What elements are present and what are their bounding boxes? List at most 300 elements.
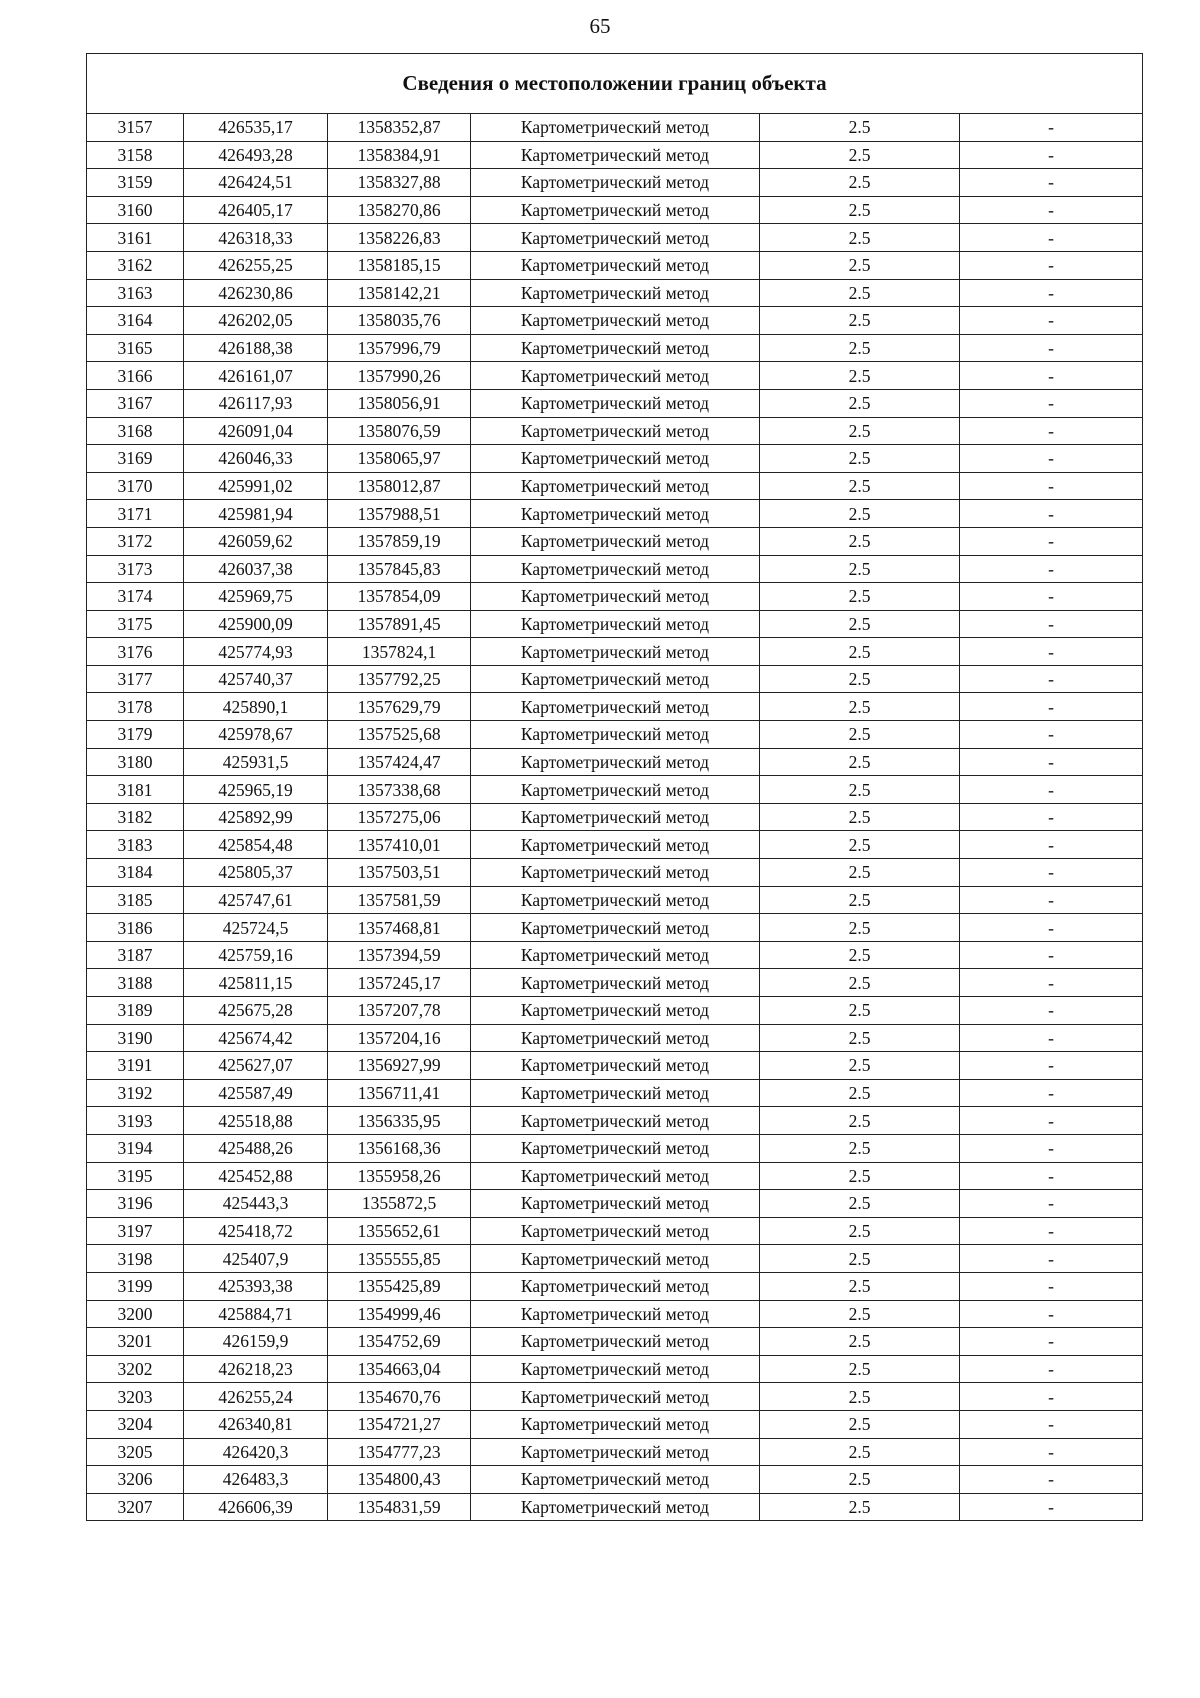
y-coordinate-cell: 1357204,16 <box>328 1024 471 1052</box>
point-number-cell: 3168 <box>87 417 184 445</box>
x-coordinate-cell: 426117,93 <box>184 389 328 417</box>
y-coordinate-cell: 1356335,95 <box>328 1107 471 1135</box>
point-number-cell: 3186 <box>87 914 184 942</box>
accuracy-cell: 2.5 <box>760 472 960 500</box>
accuracy-cell: 2.5 <box>760 1217 960 1245</box>
point-number-cell: 3177 <box>87 665 184 693</box>
description-cell: - <box>960 1134 1143 1162</box>
y-coordinate-cell: 1357581,59 <box>328 886 471 914</box>
accuracy-cell: 2.5 <box>760 941 960 969</box>
description-cell: - <box>960 1190 1143 1218</box>
x-coordinate-cell: 425978,67 <box>184 721 328 749</box>
y-coordinate-cell: 1357845,83 <box>328 555 471 583</box>
table-row <box>87 610 1143 638</box>
table-row <box>87 638 1143 666</box>
method-cell: Картометрический метод <box>471 638 760 666</box>
y-coordinate-cell: 1357245,17 <box>328 969 471 997</box>
table-row <box>87 307 1143 335</box>
table-row <box>87 445 1143 473</box>
x-coordinate-cell: 426091,04 <box>184 417 328 445</box>
accuracy-cell: 2.5 <box>760 803 960 831</box>
accuracy-cell: 2.5 <box>760 1466 960 1494</box>
table-row <box>87 362 1143 390</box>
point-number-cell: 3201 <box>87 1328 184 1356</box>
method-cell: Картометрический метод <box>471 1134 760 1162</box>
description-cell: - <box>960 610 1143 638</box>
accuracy-cell: 2.5 <box>760 224 960 252</box>
accuracy-cell: 2.5 <box>760 1438 960 1466</box>
y-coordinate-cell: 1358384,91 <box>328 141 471 169</box>
method-cell: Картометрический метод <box>471 169 760 197</box>
description-cell: - <box>960 196 1143 224</box>
point-number-cell: 3189 <box>87 997 184 1025</box>
method-cell: Картометрический метод <box>471 665 760 693</box>
point-number-cell: 3206 <box>87 1466 184 1494</box>
table-caption: Сведения о местоположении границ объекта <box>87 54 1143 114</box>
x-coordinate-cell: 426424,51 <box>184 169 328 197</box>
description-cell: - <box>960 141 1143 169</box>
y-coordinate-cell: 1356711,41 <box>328 1079 471 1107</box>
description-cell: - <box>960 1466 1143 1494</box>
x-coordinate-cell: 425488,26 <box>184 1134 328 1162</box>
description-cell: - <box>960 114 1143 142</box>
description-cell: - <box>960 1355 1143 1383</box>
point-number-cell: 3160 <box>87 196 184 224</box>
x-coordinate-cell: 425931,5 <box>184 748 328 776</box>
table-row <box>87 1052 1143 1080</box>
y-coordinate-cell: 1357207,78 <box>328 997 471 1025</box>
description-cell: - <box>960 997 1143 1025</box>
x-coordinate-cell: 426493,28 <box>184 141 328 169</box>
point-number-cell: 3191 <box>87 1052 184 1080</box>
accuracy-cell: 2.5 <box>760 693 960 721</box>
y-coordinate-cell: 1354663,04 <box>328 1355 471 1383</box>
y-coordinate-cell: 1354831,59 <box>328 1493 471 1521</box>
y-coordinate-cell: 1357394,59 <box>328 941 471 969</box>
x-coordinate-cell: 425627,07 <box>184 1052 328 1080</box>
x-coordinate-cell: 425724,5 <box>184 914 328 942</box>
description-cell: - <box>960 527 1143 555</box>
description-cell: - <box>960 555 1143 583</box>
method-cell: Картометрический метод <box>471 224 760 252</box>
y-coordinate-cell: 1354752,69 <box>328 1328 471 1356</box>
point-number-cell: 3164 <box>87 307 184 335</box>
point-number-cell: 3204 <box>87 1410 184 1438</box>
description-cell: - <box>960 1383 1143 1411</box>
description-cell: - <box>960 721 1143 749</box>
description-cell: - <box>960 417 1143 445</box>
method-cell: Картометрический метод <box>471 886 760 914</box>
method-cell: Картометрический метод <box>471 196 760 224</box>
table-row <box>87 224 1143 252</box>
point-number-cell: 3159 <box>87 169 184 197</box>
method-cell: Картометрический метод <box>471 1107 760 1135</box>
x-coordinate-cell: 425805,37 <box>184 859 328 887</box>
description-cell: - <box>960 500 1143 528</box>
method-cell: Картометрический метод <box>471 1383 760 1411</box>
table-row <box>87 389 1143 417</box>
method-cell: Картометрический метод <box>471 941 760 969</box>
table-row <box>87 251 1143 279</box>
table-row <box>87 1107 1143 1135</box>
y-coordinate-cell: 1355958,26 <box>328 1162 471 1190</box>
accuracy-cell: 2.5 <box>760 500 960 528</box>
y-coordinate-cell: 1355555,85 <box>328 1245 471 1273</box>
description-cell: - <box>960 307 1143 335</box>
accuracy-cell: 2.5 <box>760 1410 960 1438</box>
table-row <box>87 1024 1143 1052</box>
accuracy-cell: 2.5 <box>760 389 960 417</box>
x-coordinate-cell: 425418,72 <box>184 1217 328 1245</box>
description-cell: - <box>960 1245 1143 1273</box>
point-number-cell: 3192 <box>87 1079 184 1107</box>
table-row <box>87 141 1143 169</box>
accuracy-cell: 2.5 <box>760 307 960 335</box>
table-row <box>87 831 1143 859</box>
table-row <box>87 1300 1143 1328</box>
method-cell: Картометрический метод <box>471 1162 760 1190</box>
x-coordinate-cell: 425393,38 <box>184 1272 328 1300</box>
x-coordinate-cell: 425518,88 <box>184 1107 328 1135</box>
x-coordinate-cell: 425452,88 <box>184 1162 328 1190</box>
description-cell: - <box>960 1493 1143 1521</box>
y-coordinate-cell: 1358012,87 <box>328 472 471 500</box>
table-row <box>87 1245 1143 1273</box>
x-coordinate-cell: 426159,9 <box>184 1328 328 1356</box>
x-coordinate-cell: 425854,48 <box>184 831 328 859</box>
description-cell: - <box>960 1024 1143 1052</box>
y-coordinate-cell: 1357996,79 <box>328 334 471 362</box>
table-row <box>87 417 1143 445</box>
description-cell: - <box>960 224 1143 252</box>
method-cell: Картометрический метод <box>471 251 760 279</box>
point-number-cell: 3184 <box>87 859 184 887</box>
method-cell: Картометрический метод <box>471 748 760 776</box>
description-cell: - <box>960 886 1143 914</box>
accuracy-cell: 2.5 <box>760 748 960 776</box>
method-cell: Картометрический метод <box>471 693 760 721</box>
point-number-cell: 3194 <box>87 1134 184 1162</box>
x-coordinate-cell: 426046,33 <box>184 445 328 473</box>
method-cell: Картометрический метод <box>471 1438 760 1466</box>
x-coordinate-cell: 426255,25 <box>184 251 328 279</box>
accuracy-cell: 2.5 <box>760 251 960 279</box>
table-row <box>87 583 1143 611</box>
description-cell: - <box>960 776 1143 804</box>
y-coordinate-cell: 1357503,51 <box>328 859 471 887</box>
point-number-cell: 3157 <box>87 114 184 142</box>
y-coordinate-cell: 1354777,23 <box>328 1438 471 1466</box>
table-row <box>87 114 1143 142</box>
y-coordinate-cell: 1355652,61 <box>328 1217 471 1245</box>
accuracy-cell: 2.5 <box>760 886 960 914</box>
point-number-cell: 3169 <box>87 445 184 473</box>
y-coordinate-cell: 1354721,27 <box>328 1410 471 1438</box>
x-coordinate-cell: 426483,3 <box>184 1466 328 1494</box>
x-coordinate-cell: 426202,05 <box>184 307 328 335</box>
method-cell: Картометрический метод <box>471 997 760 1025</box>
y-coordinate-cell: 1357792,25 <box>328 665 471 693</box>
y-coordinate-cell: 1355872,5 <box>328 1190 471 1218</box>
point-number-cell: 3190 <box>87 1024 184 1052</box>
x-coordinate-cell: 426318,33 <box>184 224 328 252</box>
x-coordinate-cell: 425900,09 <box>184 610 328 638</box>
point-number-cell: 3171 <box>87 500 184 528</box>
y-coordinate-cell: 1357275,06 <box>328 803 471 831</box>
description-cell: - <box>960 914 1143 942</box>
method-cell: Картометрический метод <box>471 555 760 583</box>
method-cell: Картометрический метод <box>471 1328 760 1356</box>
y-coordinate-cell: 1358270,86 <box>328 196 471 224</box>
table-row <box>87 1410 1143 1438</box>
description-cell: - <box>960 1079 1143 1107</box>
method-cell: Картометрический метод <box>471 1466 760 1494</box>
method-cell: Картометрический метод <box>471 417 760 445</box>
point-number-cell: 3197 <box>87 1217 184 1245</box>
page-number: 65 <box>589 14 611 38</box>
method-cell: Картометрический метод <box>471 831 760 859</box>
x-coordinate-cell: 426037,38 <box>184 555 328 583</box>
method-cell: Картометрический метод <box>471 500 760 528</box>
method-cell: Картометрический метод <box>471 1052 760 1080</box>
method-cell: Картометрический метод <box>471 1079 760 1107</box>
method-cell: Картометрический метод <box>471 445 760 473</box>
point-number-cell: 3198 <box>87 1245 184 1273</box>
y-coordinate-cell: 1358185,15 <box>328 251 471 279</box>
accuracy-cell: 2.5 <box>760 831 960 859</box>
description-cell: - <box>960 665 1143 693</box>
accuracy-cell: 2.5 <box>760 914 960 942</box>
method-cell: Картометрический метод <box>471 1245 760 1273</box>
y-coordinate-cell: 1358142,21 <box>328 279 471 307</box>
x-coordinate-cell: 425740,37 <box>184 665 328 693</box>
description-cell: - <box>960 831 1143 859</box>
point-number-cell: 3161 <box>87 224 184 252</box>
y-coordinate-cell: 1358352,87 <box>328 114 471 142</box>
accuracy-cell: 2.5 <box>760 1079 960 1107</box>
table-row <box>87 1328 1143 1356</box>
table-row <box>87 941 1143 969</box>
method-cell: Картометрический метод <box>471 610 760 638</box>
y-coordinate-cell: 1358065,97 <box>328 445 471 473</box>
description-cell: - <box>960 1052 1143 1080</box>
accuracy-cell: 2.5 <box>760 1245 960 1273</box>
description-cell: - <box>960 279 1143 307</box>
y-coordinate-cell: 1357629,79 <box>328 693 471 721</box>
accuracy-cell: 2.5 <box>760 445 960 473</box>
y-coordinate-cell: 1357891,45 <box>328 610 471 638</box>
x-coordinate-cell: 425811,15 <box>184 969 328 997</box>
point-number-cell: 3203 <box>87 1383 184 1411</box>
x-coordinate-cell: 425884,71 <box>184 1300 328 1328</box>
method-cell: Картометрический метод <box>471 279 760 307</box>
y-coordinate-cell: 1357854,09 <box>328 583 471 611</box>
point-number-cell: 3205 <box>87 1438 184 1466</box>
table-row <box>87 1162 1143 1190</box>
table-row <box>87 914 1143 942</box>
point-number-cell: 3181 <box>87 776 184 804</box>
description-cell: - <box>960 1107 1143 1135</box>
method-cell: Картометрический метод <box>471 776 760 804</box>
method-cell: Картометрический метод <box>471 1355 760 1383</box>
x-coordinate-cell: 425965,19 <box>184 776 328 804</box>
x-coordinate-cell: 426255,24 <box>184 1383 328 1411</box>
method-cell: Картометрический метод <box>471 1493 760 1521</box>
x-coordinate-cell: 426188,38 <box>184 334 328 362</box>
method-cell: Картометрический метод <box>471 389 760 417</box>
table-row <box>87 527 1143 555</box>
accuracy-cell: 2.5 <box>760 279 960 307</box>
accuracy-cell: 2.5 <box>760 1107 960 1135</box>
y-coordinate-cell: 1356168,36 <box>328 1134 471 1162</box>
method-cell: Картометрический метод <box>471 1300 760 1328</box>
description-cell: - <box>960 251 1143 279</box>
y-coordinate-cell: 1354670,76 <box>328 1383 471 1411</box>
x-coordinate-cell: 425407,9 <box>184 1245 328 1273</box>
accuracy-cell: 2.5 <box>760 417 960 445</box>
table-row <box>87 472 1143 500</box>
accuracy-cell: 2.5 <box>760 1134 960 1162</box>
accuracy-cell: 2.5 <box>760 1052 960 1080</box>
method-cell: Картометрический метод <box>471 1217 760 1245</box>
point-number-cell: 3196 <box>87 1190 184 1218</box>
accuracy-cell: 2.5 <box>760 1300 960 1328</box>
method-cell: Картометрический метод <box>471 1190 760 1218</box>
x-coordinate-cell: 426535,17 <box>184 114 328 142</box>
point-number-cell: 3166 <box>87 362 184 390</box>
x-coordinate-cell: 426059,62 <box>184 527 328 555</box>
x-coordinate-cell: 426606,39 <box>184 1493 328 1521</box>
accuracy-cell: 2.5 <box>760 334 960 362</box>
y-coordinate-cell: 1358035,76 <box>328 307 471 335</box>
description-cell: - <box>960 1328 1143 1356</box>
point-number-cell: 3163 <box>87 279 184 307</box>
x-coordinate-cell: 425759,16 <box>184 941 328 969</box>
accuracy-cell: 2.5 <box>760 1162 960 1190</box>
point-number-cell: 3188 <box>87 969 184 997</box>
table-row <box>87 1383 1143 1411</box>
table-row <box>87 969 1143 997</box>
description-cell: - <box>960 389 1143 417</box>
table-row <box>87 1355 1143 1383</box>
y-coordinate-cell: 1356927,99 <box>328 1052 471 1080</box>
x-coordinate-cell: 425892,99 <box>184 803 328 831</box>
table-row <box>87 1493 1143 1521</box>
x-coordinate-cell: 425675,28 <box>184 997 328 1025</box>
table-row <box>87 721 1143 749</box>
x-coordinate-cell: 426420,3 <box>184 1438 328 1466</box>
x-coordinate-cell: 425969,75 <box>184 583 328 611</box>
point-number-cell: 3193 <box>87 1107 184 1135</box>
x-coordinate-cell: 426218,23 <box>184 1355 328 1383</box>
accuracy-cell: 2.5 <box>760 114 960 142</box>
table-row <box>87 1134 1143 1162</box>
y-coordinate-cell: 1357525,68 <box>328 721 471 749</box>
method-cell: Картометрический метод <box>471 969 760 997</box>
x-coordinate-cell: 425443,3 <box>184 1190 328 1218</box>
description-cell: - <box>960 334 1143 362</box>
x-coordinate-cell: 426230,86 <box>184 279 328 307</box>
accuracy-cell: 2.5 <box>760 1383 960 1411</box>
description-cell: - <box>960 638 1143 666</box>
description-cell: - <box>960 1410 1143 1438</box>
y-coordinate-cell: 1357468,81 <box>328 914 471 942</box>
table-row <box>87 776 1143 804</box>
method-cell: Картометрический метод <box>471 362 760 390</box>
table-body <box>87 114 1143 1521</box>
y-coordinate-cell: 1357990,26 <box>328 362 471 390</box>
x-coordinate-cell: 425674,42 <box>184 1024 328 1052</box>
accuracy-cell: 2.5 <box>760 527 960 555</box>
method-cell: Картометрический метод <box>471 583 760 611</box>
method-cell: Картометрический метод <box>471 114 760 142</box>
method-cell: Картометрический метод <box>471 1410 760 1438</box>
table-row <box>87 500 1143 528</box>
accuracy-cell: 2.5 <box>760 997 960 1025</box>
x-coordinate-cell: 425747,61 <box>184 886 328 914</box>
y-coordinate-cell: 1358056,91 <box>328 389 471 417</box>
table-row <box>87 1079 1143 1107</box>
table-row <box>87 665 1143 693</box>
accuracy-cell: 2.5 <box>760 665 960 693</box>
accuracy-cell: 2.5 <box>760 1355 960 1383</box>
point-number-cell: 3187 <box>87 941 184 969</box>
accuracy-cell: 2.5 <box>760 141 960 169</box>
y-coordinate-cell: 1354999,46 <box>328 1300 471 1328</box>
description-cell: - <box>960 1162 1143 1190</box>
point-number-cell: 3200 <box>87 1300 184 1328</box>
boundary-coordinates-table <box>86 53 1143 1521</box>
point-number-cell: 3173 <box>87 555 184 583</box>
y-coordinate-cell: 1357859,19 <box>328 527 471 555</box>
method-cell: Картометрический метод <box>471 914 760 942</box>
x-coordinate-cell: 426340,81 <box>184 1410 328 1438</box>
method-cell: Картометрический метод <box>471 472 760 500</box>
description-cell: - <box>960 583 1143 611</box>
point-number-cell: 3195 <box>87 1162 184 1190</box>
method-cell: Картометрический метод <box>471 859 760 887</box>
point-number-cell: 3172 <box>87 527 184 555</box>
method-cell: Картометрический метод <box>471 1272 760 1300</box>
table-row <box>87 859 1143 887</box>
description-cell: - <box>960 169 1143 197</box>
y-coordinate-cell: 1357410,01 <box>328 831 471 859</box>
description-cell: - <box>960 362 1143 390</box>
point-number-cell: 3175 <box>87 610 184 638</box>
point-number-cell: 3199 <box>87 1272 184 1300</box>
table-row <box>87 1438 1143 1466</box>
accuracy-cell: 2.5 <box>760 555 960 583</box>
method-cell: Картометрический метод <box>471 1024 760 1052</box>
point-number-cell: 3162 <box>87 251 184 279</box>
point-number-cell: 3167 <box>87 389 184 417</box>
accuracy-cell: 2.5 <box>760 196 960 224</box>
point-number-cell: 3180 <box>87 748 184 776</box>
point-number-cell: 3179 <box>87 721 184 749</box>
table-row <box>87 803 1143 831</box>
method-cell: Картометрический метод <box>471 721 760 749</box>
method-cell: Картометрический метод <box>471 307 760 335</box>
description-cell: - <box>960 1272 1143 1300</box>
method-cell: Картометрический метод <box>471 803 760 831</box>
table-row <box>87 169 1143 197</box>
description-cell: - <box>960 693 1143 721</box>
accuracy-cell: 2.5 <box>760 610 960 638</box>
accuracy-cell: 2.5 <box>760 1024 960 1052</box>
description-cell: - <box>960 1300 1143 1328</box>
table-row <box>87 334 1143 362</box>
accuracy-cell: 2.5 <box>760 362 960 390</box>
